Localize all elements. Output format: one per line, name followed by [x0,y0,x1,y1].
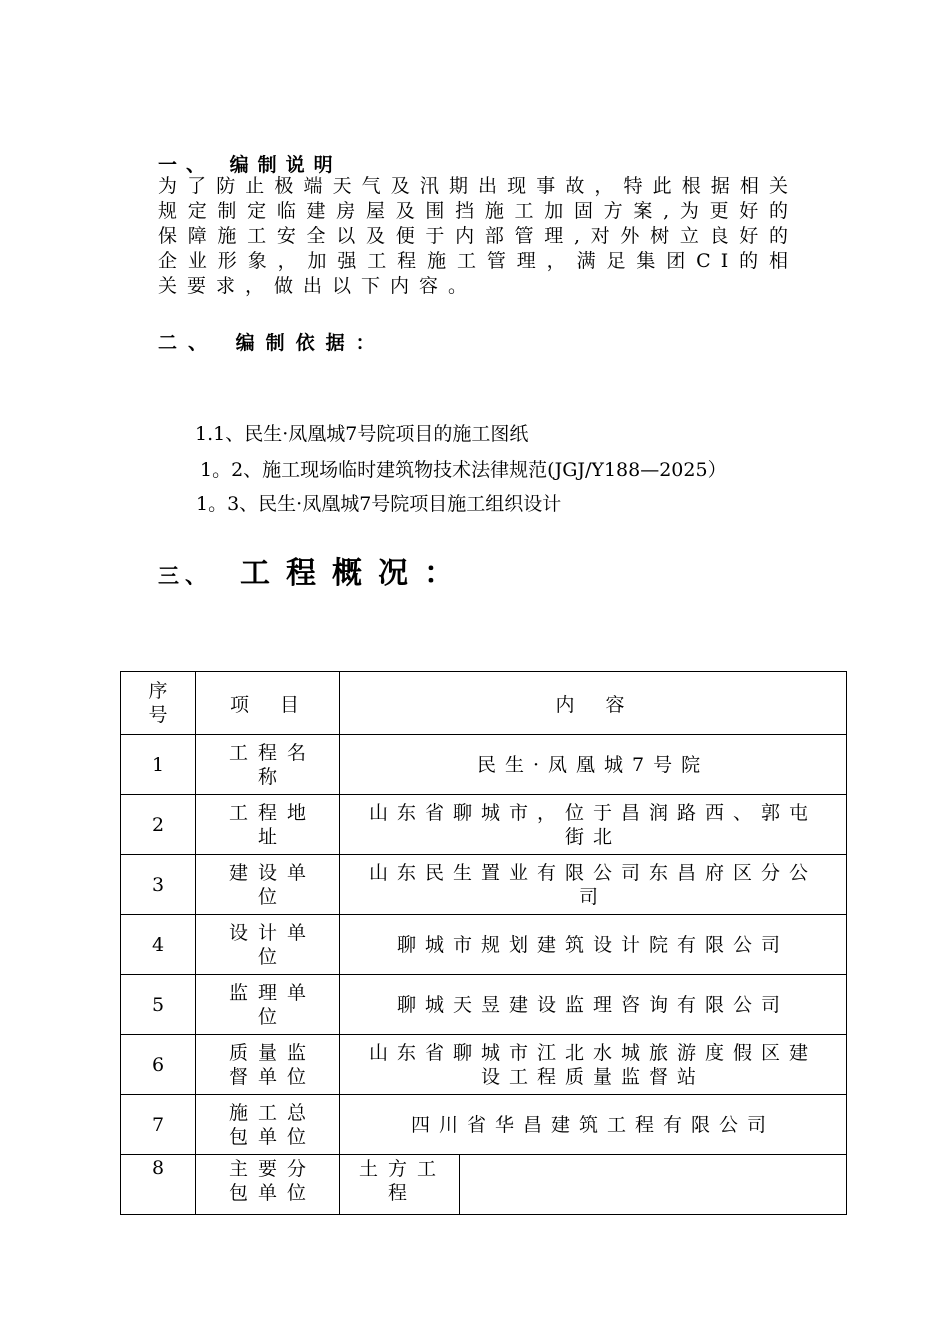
table-row [121,735,847,795]
table-row [121,915,847,975]
basis-item: 1。2、施工现场临时建筑物技术法律规范(JGJ/Y188—2025） [200,459,727,481]
row-seq: 3 [121,855,196,915]
header-content: 内 容 [340,672,847,735]
section-3-title: 工程概况： [240,556,470,591]
row-content: 山东省聊城市，位于昌润路西、郭屯街北 [340,795,847,855]
row-item: 工程名称 [196,735,340,795]
row-content [460,1155,847,1215]
row-item: 工程地址 [196,795,340,855]
table-row [121,855,847,915]
basis-item: 1.1、民生·凤凰城7号院项目的施工图纸 [195,423,529,445]
section-3-number: 三、 [158,563,212,588]
basis-item: 1。3、民生·凤凰城7号院项目施工组织设计 [196,493,562,515]
table-row [121,1095,847,1155]
row-seq: 1 [121,735,196,795]
section-3-heading [158,548,470,592]
table-row [121,1035,847,1095]
row-item: 主要分包单位 [196,1155,340,1215]
row-seq: 4 [121,915,196,975]
row-item: 监理单位 [196,975,340,1035]
row-seq: 5 [121,975,196,1035]
row-seq: 8 [121,1155,196,1215]
row-content: 山东民生置业有限公司东昌府区分公司 [340,855,847,915]
table-header-row [121,672,847,735]
header-item: 项 目 [196,672,340,735]
section-1-body: 为了防止极端天气及汛期出现事故，特此根据相关规定制定临建房屋及围挡施工加固方案,为更好的保障施工安全以及便于内部管理,对外树立良好的企业形象，加强工程施工管理，满足集团CI的相关要求，做出以下内容。 [158,175,798,297]
row-item: 施工总包单位 [196,1095,340,1155]
row-item: 设计单位 [196,915,340,975]
table-row [121,795,847,855]
header-seq: 序号 [121,672,196,735]
section-2-heading: 二、 编制依据： [158,332,386,354]
row-content-sub: 土方工程 [340,1155,460,1215]
table-row [121,975,847,1035]
row-seq: 6 [121,1035,196,1095]
row-content: 四川省华昌建筑工程有限公司 [340,1095,847,1155]
row-content: 山东省聊城市江北水城旅游度假区建设工程质量监督站 [340,1035,847,1095]
project-overview-table [120,671,847,1215]
row-seq: 2 [121,795,196,855]
row-content: 民生·凤凰城7号院 [340,735,847,795]
table-row [121,1155,847,1215]
row-content: 聊城市规划建筑设计院有限公司 [340,915,847,975]
row-seq: 7 [121,1095,196,1155]
row-item: 建设单位 [196,855,340,915]
row-item: 质量监督单位 [196,1035,340,1095]
row-content: 聊城天昱建设监理咨询有限公司 [340,975,847,1035]
section-1-heading: 一、 编制说明 [158,154,342,176]
